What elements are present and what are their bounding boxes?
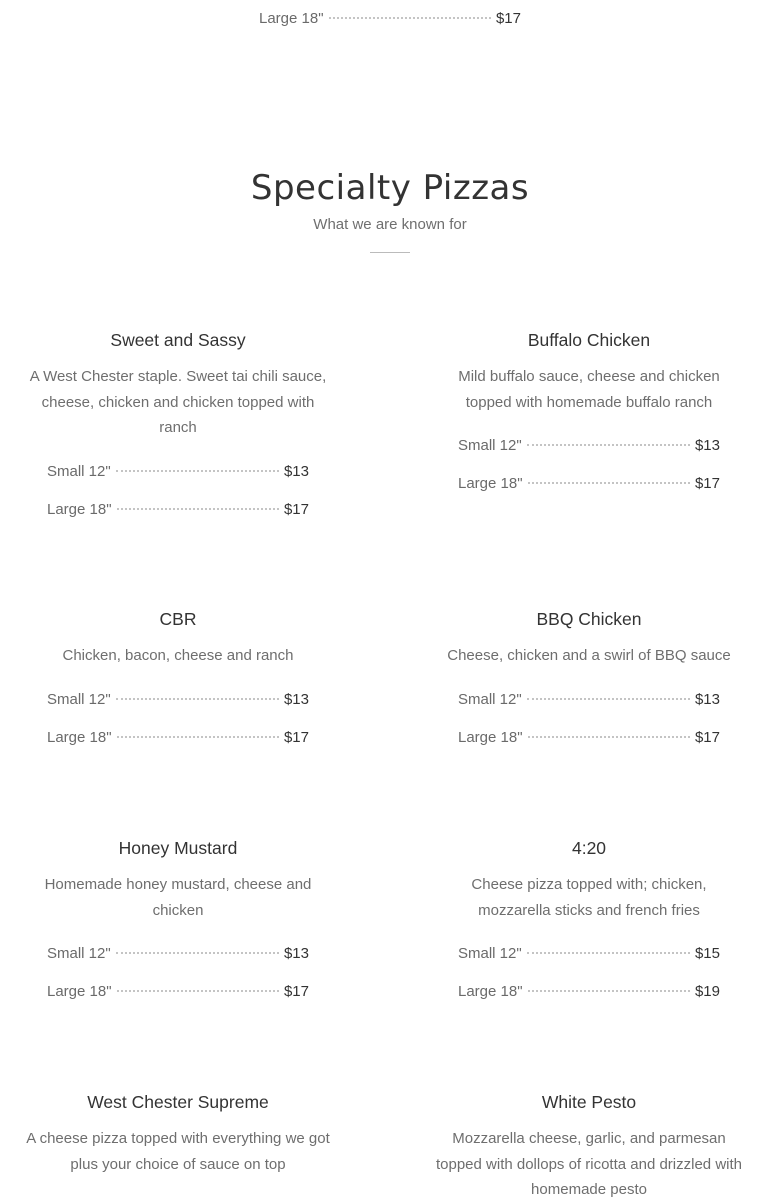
- price-size-label: Large 18": [47, 500, 112, 518]
- menu-item: [23, 328, 333, 529]
- menu-item: [434, 836, 744, 1011]
- price-dot-leader: [116, 469, 279, 472]
- price-dot-leader: [329, 16, 491, 19]
- price-dot-leader: [528, 989, 690, 992]
- price-value: $13: [283, 462, 309, 480]
- menu-item-prices: [458, 681, 720, 757]
- menu-item-name: BBQ Chicken: [536, 609, 642, 629]
- menu-item-prices: [458, 935, 720, 1011]
- price-value: $13: [694, 437, 720, 454]
- price-row: [47, 491, 309, 529]
- price-row: [47, 681, 309, 719]
- menu-item-description: A cheese pizza topped with everything we got plus your choice of sauce on top: [26, 1130, 330, 1173]
- menu-item-description: Cheese, chicken and a swirl of BBQ sauce: [447, 647, 731, 664]
- menu-item: [23, 836, 333, 1011]
- section-title: Specialty Pizzas: [250, 168, 530, 209]
- menu-item-prices: [458, 427, 720, 503]
- menu-item: [434, 1090, 744, 1203]
- menu-item-prices: [47, 935, 309, 1011]
- price-row: [458, 719, 720, 757]
- price-dot-leader: [527, 697, 690, 700]
- menu-item: [23, 1090, 333, 1177]
- price-size-label: Small 12": [47, 462, 111, 480]
- price-value: $19: [694, 983, 720, 1000]
- price-row: [47, 935, 309, 973]
- price-size-label: Large 18": [47, 983, 112, 1000]
- price-dot-leader: [117, 735, 279, 738]
- price-row: [458, 465, 720, 503]
- price-dot-leader: [527, 951, 690, 954]
- price-row: [47, 453, 309, 491]
- price-dot-leader: [527, 443, 690, 446]
- menu-item-prices: [47, 681, 309, 757]
- price-value: $13: [694, 690, 720, 708]
- price-value: $17: [495, 10, 521, 27]
- price-dot-leader: [116, 951, 279, 954]
- price-value: $17: [694, 728, 720, 746]
- price-value: $15: [694, 945, 720, 962]
- price-size-label: Large 18": [458, 475, 523, 492]
- menu-item-description: Homemade honey mustard, cheese and chicken: [44, 876, 312, 919]
- previous-item-price-row: [259, 10, 521, 27]
- price-row: [458, 935, 720, 973]
- price-size-label: Small 12": [47, 690, 111, 708]
- price-size-label: Large 18": [458, 983, 523, 1000]
- price-size-label: Large 18": [458, 728, 523, 746]
- section-subtitle: What we are known for: [313, 216, 467, 233]
- menu-item-description: A West Chester staple. Sweet tai chili sauce, cheese, chicken and chicken topped with ranch: [29, 368, 327, 436]
- menu-item: [434, 328, 744, 503]
- menu-item-name: CBR: [159, 609, 197, 629]
- price-size-label: Large 18": [47, 728, 112, 746]
- menu-item-name: Sweet and Sassy: [110, 330, 246, 350]
- price-dot-leader: [528, 735, 690, 738]
- section-divider: [370, 252, 410, 253]
- price-row: [458, 427, 720, 465]
- price-value: $17: [694, 475, 720, 492]
- menu-item-description: Mozzarella cheese, garlic, and parmesan topped with dollops of ricotta and drizzled with homemade pesto: [435, 1130, 742, 1198]
- menu-item-prices: [47, 453, 309, 529]
- menu-item: [434, 607, 744, 757]
- price-row: [458, 681, 720, 719]
- price-row: [458, 973, 720, 1011]
- price-size-label: Small 12": [458, 437, 522, 454]
- price-row: [47, 719, 309, 757]
- menu-item-name: Buffalo Chicken: [527, 330, 651, 350]
- price-size-label: Small 12": [458, 945, 522, 962]
- menu-item-name: White Pesto: [541, 1092, 637, 1112]
- price-size-label: Large 18": [259, 10, 324, 27]
- price-row: [47, 973, 309, 1011]
- price-size-label: Small 12": [47, 945, 111, 962]
- menu-item: [23, 607, 333, 757]
- menu-item-name: 4:20: [571, 838, 607, 858]
- price-value: $17: [283, 983, 309, 1000]
- price-size-label: Small 12": [458, 690, 522, 708]
- menu-item-name: West Chester Supreme: [87, 1092, 269, 1112]
- menu-item-description: Chicken, bacon, cheese and ranch: [62, 647, 294, 664]
- menu-item-description: Cheese pizza topped with; chicken, mozzarella sticks and french fries: [471, 876, 707, 919]
- price-dot-leader: [528, 481, 690, 484]
- menu-item-name: Honey Mustard: [118, 838, 238, 858]
- price-dot-leader: [117, 989, 279, 992]
- menu-item-description: Mild buffalo sauce, cheese and chicken topped with homemade buffalo ranch: [458, 368, 720, 411]
- price-value: $13: [283, 690, 309, 708]
- price-value: $17: [283, 728, 309, 746]
- price-dot-leader: [117, 507, 279, 510]
- price-value: $17: [283, 500, 309, 518]
- price-value: $13: [283, 945, 309, 962]
- price-dot-leader: [116, 697, 279, 700]
